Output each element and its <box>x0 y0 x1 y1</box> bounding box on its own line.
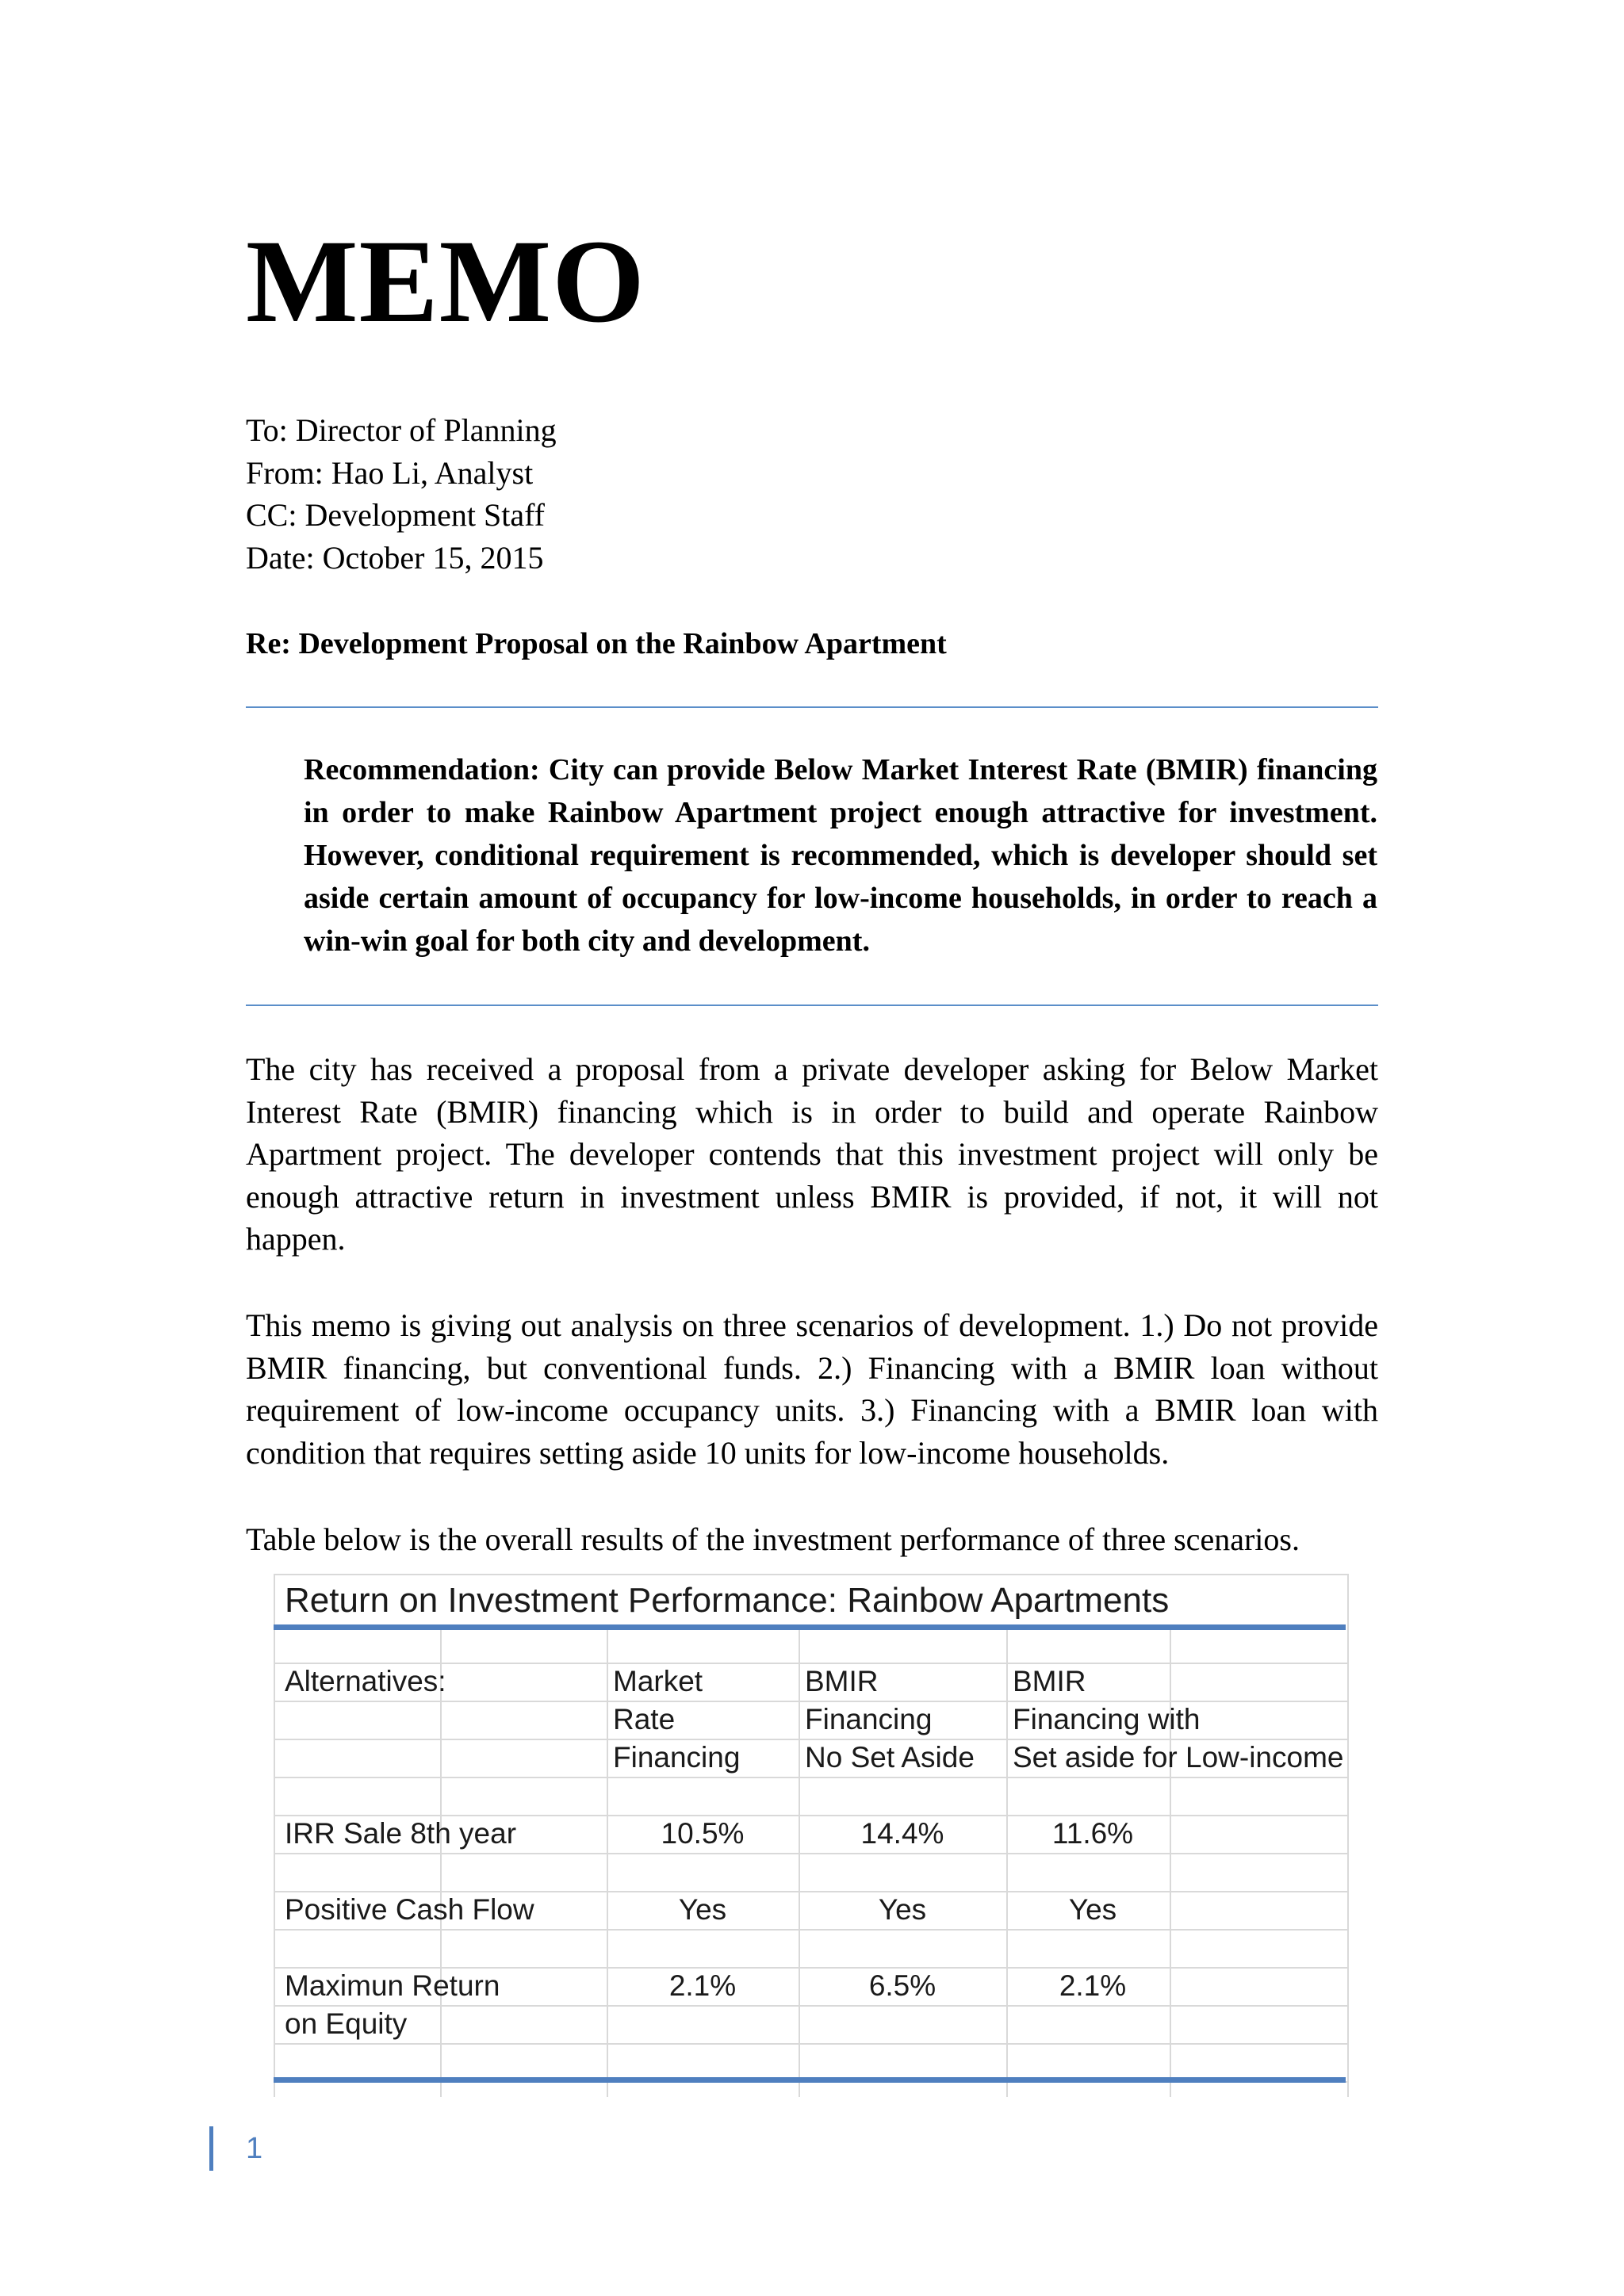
top-divider <box>246 706 1378 708</box>
cash-flow-bmir-set-aside: Yes <box>1068 1893 1117 1926</box>
row-label-return-on-equity-2: on Equity <box>285 2007 408 2040</box>
from-line: From: Hao Li, Analyst <box>246 454 534 491</box>
col2-header-line: Financing <box>805 1703 933 1735</box>
paragraph-table-intro: Table below is the overall results of the investment performance of three scenarios. <box>246 1521 1300 1557</box>
table-bottom-rule <box>274 2077 1346 2083</box>
roe-market: 2.1% <box>668 1969 737 2002</box>
col3-header-line: Financing with <box>1013 1703 1201 1735</box>
irr-bmir-no-set-aside: 14.4% <box>860 1817 944 1850</box>
col2-header-line: BMIR <box>805 1665 879 1697</box>
grid-line <box>274 2043 1349 2045</box>
grid-line <box>274 1853 1349 1854</box>
row-label-irr: IRR Sale 8th year <box>285 1817 517 1850</box>
recommendation-block: Recommendation: City can provide Below Market Interest Rate (BMIR) financing in order to make Rainbow Apartment project enough attractive for investment. However, conditional requirement is recommended, which is developer should set aside certain amount of occupancy for low-income households, in order to reach a win-win goal for both city and development. <box>304 753 1377 958</box>
memo-header <box>246 409 557 579</box>
grid-line <box>274 2005 1349 2007</box>
page-number: 1 <box>246 2132 263 2165</box>
roe-bmir-no-set-aside: 6.5% <box>868 1969 936 2002</box>
alternatives-label: Alternatives: <box>285 1665 446 1697</box>
memo-title: MEMO <box>246 216 645 347</box>
row-label-cash-flow: Positive Cash Flow <box>285 1893 534 1926</box>
grid-line <box>274 1777 1349 1778</box>
col2-header-line: No Set Aside <box>805 1741 975 1774</box>
grid-line <box>274 1929 1349 1931</box>
col3-header-line: BMIR <box>1013 1665 1086 1697</box>
irr-market: 10.5% <box>661 1817 745 1850</box>
grid-line <box>1347 1574 1349 2097</box>
to-line: To: Director of Planning <box>246 412 557 448</box>
roe-bmir-set-aside: 2.1% <box>1059 1969 1127 2002</box>
cc-line: CC: Development Staff <box>246 497 545 533</box>
paragraph-scenarios: This memo is giving out analysis on three scenarios of development. 1.) Do not provide BMIR financing, but conventional funds. 2.) Financing with a BMIR loan without requirement of low-income occupancy units. 3.) Financing with a BMIR loan with condition that requires setting aside 10 units for low-income households. <box>246 1307 1378 1471</box>
grid-line <box>274 1574 275 2097</box>
bottom-divider <box>246 1004 1378 1006</box>
roi-table <box>274 1574 1349 2097</box>
row-label-return-on-equity: Maximun Return <box>285 1969 500 2002</box>
col1-header-line: Rate <box>613 1703 676 1735</box>
subject-line: Re: Development Proposal on the Rainbow Apartment <box>246 627 947 660</box>
col1-header-line: Financing <box>613 1741 741 1774</box>
date-line: Date: October 15, 2015 <box>246 539 544 576</box>
page-number-bar <box>209 2126 213 2171</box>
paragraph-intro: The city has received a proposal from a private developer asking for Below Market Interest Rate (BMIR) financing which is in order to build and operate Rainbow Apartment project. The developer contends that this investment project will only be enough attractive return in investment unless BMIR is provided, if not, it will not happen. <box>246 1051 1378 1257</box>
irr-bmir-set-aside: 11.6% <box>1051 1817 1134 1850</box>
cash-flow-bmir-no-set-aside: Yes <box>878 1893 927 1926</box>
table-title: Return on Investment Performance: Rainbow Apartments <box>285 1581 1170 1620</box>
table-top-rule <box>274 1624 1346 1630</box>
col3-header-line: Set aside for Low-income <box>1013 1741 1344 1774</box>
col1-header-line: Market <box>613 1665 703 1697</box>
cash-flow-market: Yes <box>678 1893 727 1926</box>
